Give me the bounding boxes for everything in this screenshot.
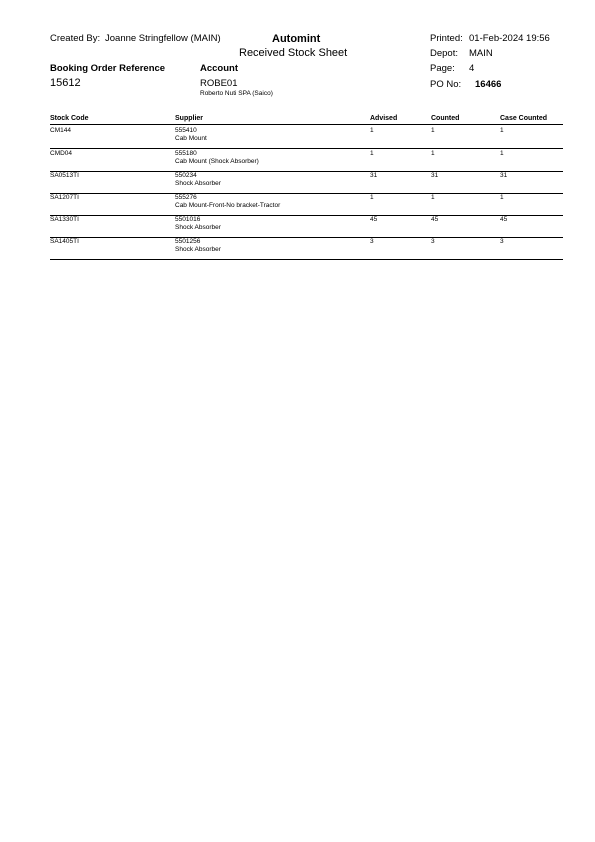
table-header-divider bbox=[50, 124, 563, 125]
printed-label: Printed: bbox=[430, 33, 463, 44]
account-name: Roberto Nuti SPA (Saico) bbox=[200, 90, 273, 97]
case-counted-qty: 45 bbox=[500, 216, 508, 223]
stock-code: SA1207TI bbox=[50, 194, 79, 201]
po-number: 16466 bbox=[475, 79, 502, 90]
company-name: Automint bbox=[272, 33, 321, 45]
depot-label: Depot: bbox=[430, 48, 458, 59]
advised-qty: 31 bbox=[370, 172, 378, 179]
advised-qty: 1 bbox=[370, 150, 374, 157]
row-divider bbox=[50, 259, 563, 260]
counted-qty: 1 bbox=[431, 127, 435, 134]
table-row bbox=[50, 127, 563, 149]
stock-code: SA1405TI bbox=[50, 238, 79, 245]
col-header-counted: Counted bbox=[431, 115, 460, 122]
supplier-description: Shock Absorber bbox=[175, 224, 221, 231]
account-code: ROBE01 bbox=[200, 78, 238, 89]
page-number: 4 bbox=[469, 63, 475, 74]
stock-code: SA0513TI bbox=[50, 172, 79, 179]
stock-code: SA1330TI bbox=[50, 216, 79, 223]
table-row bbox=[50, 238, 563, 260]
supplier-code: 555276 bbox=[175, 194, 197, 201]
supplier-description: Cab Mount-Front-No bracket-Tractor bbox=[175, 202, 281, 209]
col-header-case-counted: Case Counted bbox=[500, 115, 548, 122]
supplier-code: 555410 bbox=[175, 127, 197, 134]
table-row bbox=[50, 216, 563, 238]
case-counted-qty: 1 bbox=[500, 150, 504, 157]
counted-qty: 1 bbox=[431, 194, 435, 201]
col-header-supplier: Supplier bbox=[175, 115, 204, 122]
account-label: Account bbox=[200, 63, 238, 74]
stock-code: CMD04 bbox=[50, 150, 73, 157]
advised-qty: 45 bbox=[370, 216, 378, 223]
supplier-code: 550234 bbox=[175, 172, 197, 179]
depot-value: MAIN bbox=[469, 48, 493, 59]
supplier-description: Cab Mount bbox=[175, 135, 207, 142]
counted-qty: 45 bbox=[431, 216, 439, 223]
stock-code: CM144 bbox=[50, 127, 71, 134]
case-counted-qty: 1 bbox=[500, 127, 504, 134]
table-row bbox=[50, 172, 563, 194]
table-row bbox=[50, 194, 563, 216]
booking-ref-label: Booking Order Reference bbox=[50, 63, 166, 74]
supplier-description: Shock Absorber bbox=[175, 180, 221, 187]
advised-qty: 3 bbox=[370, 238, 374, 245]
col-header-advised: Advised bbox=[370, 115, 398, 122]
supplier-code: 5501256 bbox=[175, 238, 201, 245]
counted-qty: 3 bbox=[431, 238, 435, 245]
counted-qty: 31 bbox=[431, 172, 439, 179]
case-counted-qty: 31 bbox=[500, 172, 508, 179]
printed-value: 01-Feb-2024 19:56 bbox=[469, 33, 550, 44]
supplier-description: Shock Absorber bbox=[175, 246, 221, 253]
table-row bbox=[50, 150, 563, 172]
created-by-label: Created By: bbox=[50, 33, 101, 44]
supplier-code: 555180 bbox=[175, 150, 197, 157]
case-counted-qty: 3 bbox=[500, 238, 504, 245]
advised-qty: 1 bbox=[370, 194, 374, 201]
row-divider bbox=[50, 148, 563, 149]
advised-qty: 1 bbox=[370, 127, 374, 134]
case-counted-qty: 1 bbox=[500, 194, 504, 201]
booking-ref-value: 15612 bbox=[50, 77, 81, 89]
counted-qty: 1 bbox=[431, 150, 435, 157]
report-title: Received Stock Sheet bbox=[239, 47, 348, 59]
supplier-description: Cab Mount (Shock Absorber) bbox=[175, 158, 259, 165]
col-header-stock-code: Stock Code bbox=[50, 115, 89, 122]
supplier-code: 5501016 bbox=[175, 216, 201, 223]
po-label: PO No: bbox=[430, 79, 462, 90]
created-by-value: Joanne Stringfellow (MAIN) bbox=[105, 33, 221, 44]
page-label: Page: bbox=[430, 63, 455, 74]
